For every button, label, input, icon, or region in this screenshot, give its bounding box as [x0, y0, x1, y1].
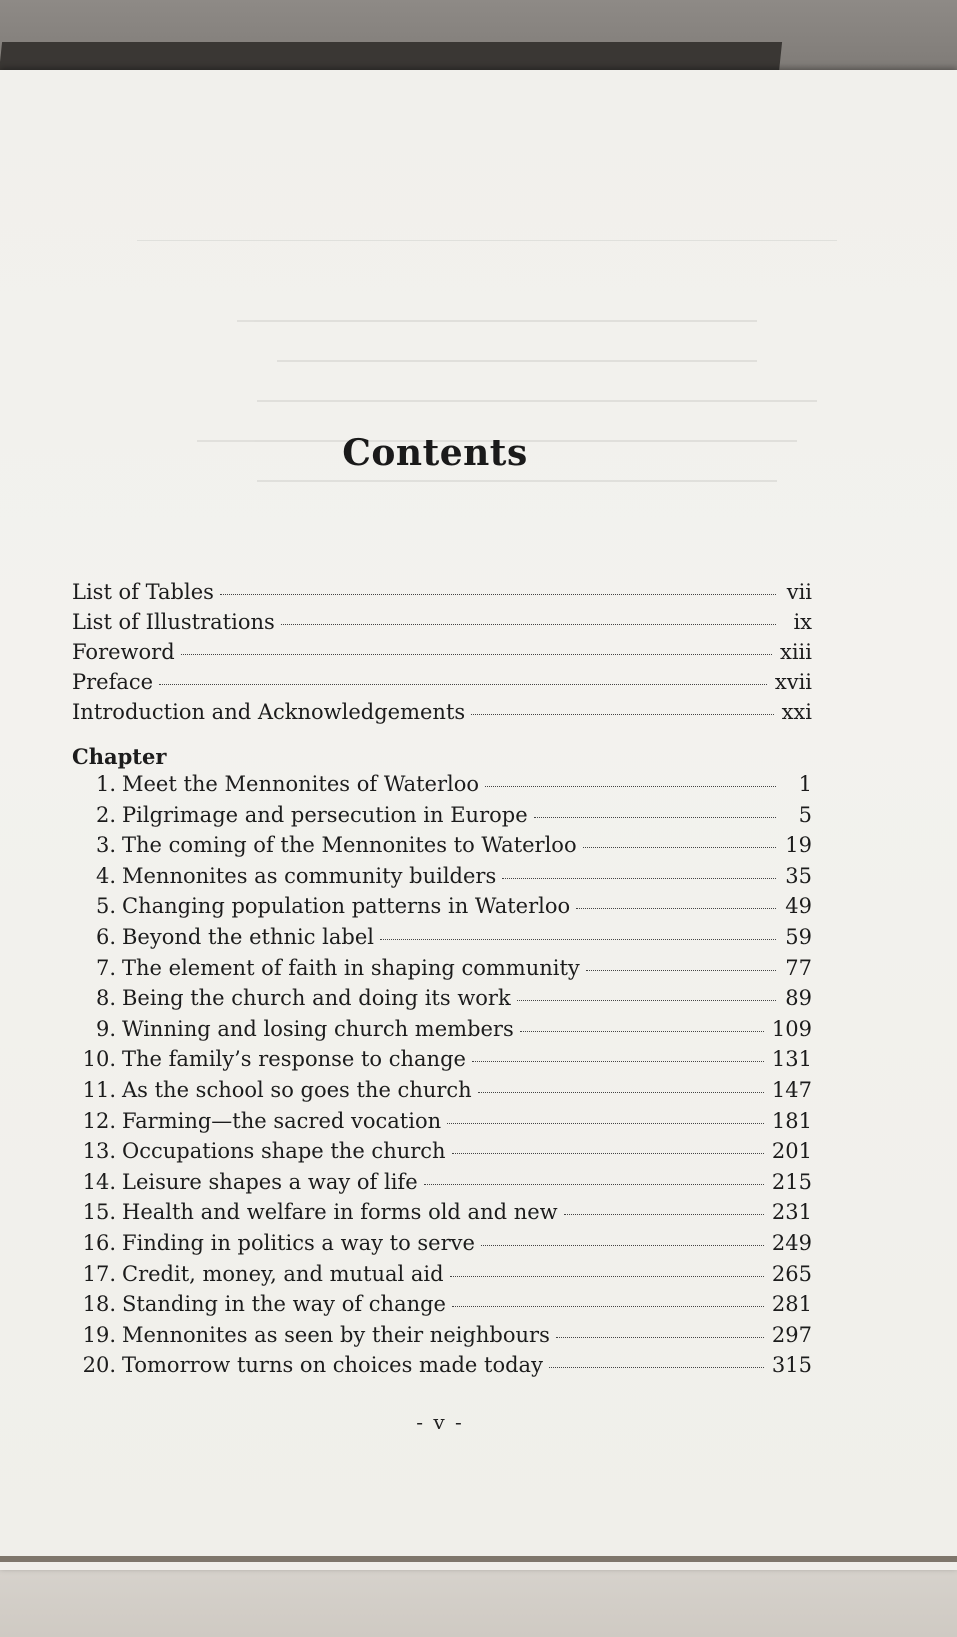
chapter-entry [72, 1170, 812, 1201]
chapter-number: 5. [95, 894, 116, 919]
page-edge [0, 1556, 957, 1562]
table-of-contents [72, 580, 812, 1384]
chapter-entry [72, 1353, 812, 1384]
toc-entry-preface [72, 670, 812, 700]
chapter-number: 9. [95, 1016, 116, 1041]
chapter-number: 1. [95, 772, 116, 796]
dot-leader [517, 1000, 776, 1001]
dot-leader [281, 624, 776, 625]
dot-leader [452, 1153, 764, 1154]
chapter-entry [72, 1109, 812, 1140]
dot-leader [424, 1184, 764, 1185]
chapter-number: 13. [82, 1139, 116, 1164]
book-page [0, 70, 957, 1570]
chapter-page: 315 [771, 1353, 812, 1378]
chapter-entry [72, 1078, 812, 1109]
chapter-page: 5 [798, 802, 812, 827]
chapter-entry [72, 864, 812, 895]
chapter-title: Health and welfare in forms old and new [122, 1200, 558, 1225]
front-matter-list [72, 580, 812, 730]
chapter-page: 201 [771, 1139, 812, 1164]
chapter-page: 49 [785, 894, 812, 919]
chapter-page: 181 [771, 1108, 812, 1133]
chapter-entry [72, 1231, 812, 1262]
chapter-page: 281 [771, 1292, 812, 1317]
toc-entry-label: Foreword [72, 640, 175, 664]
toc-entry-foreword [72, 640, 812, 670]
toc-entry-list-of-illustrations [72, 610, 812, 640]
chapter-page: 297 [771, 1322, 812, 1347]
dot-leader [502, 878, 776, 879]
chapter-page: 19 [785, 833, 812, 858]
dot-leader [478, 1092, 764, 1093]
chapter-title: The family’s response to change [122, 1047, 466, 1072]
dot-leader [380, 939, 776, 940]
dot-leader [576, 908, 776, 909]
dot-leader [181, 654, 772, 655]
chapter-title: Meet the Mennonites of Waterloo [122, 772, 479, 796]
chapter-title: Farming—the sacred vocation [122, 1108, 442, 1133]
chapter-entry [72, 894, 812, 925]
chapter-title: Pilgrimage and persecution in Europe [122, 802, 528, 827]
chapter-title: Beyond the ethnic label [122, 924, 374, 949]
chapter-number: 17. [82, 1261, 116, 1286]
chapter-page: 89 [785, 986, 812, 1011]
chapter-entry [72, 1292, 812, 1323]
chapter-entry [72, 1017, 812, 1048]
chapter-entry [72, 956, 812, 987]
dot-leader [447, 1123, 764, 1124]
dot-leader [220, 594, 776, 595]
dot-leader [556, 1337, 764, 1338]
toc-entry-label: Introduction and Acknowledgements [72, 700, 466, 724]
chapter-number: 3. [95, 833, 116, 858]
toc-entry-page: xvii [774, 670, 812, 694]
chapter-title: As the school so goes the church [122, 1077, 472, 1102]
dot-leader [481, 1245, 764, 1246]
dot-leader [450, 1276, 764, 1277]
chapter-number: 7. [95, 955, 116, 980]
chapter-entry [72, 772, 812, 803]
chapter-entry [72, 803, 812, 834]
chapter-number: 12. [82, 1108, 116, 1133]
chapter-title: Finding in politics a way to serve [122, 1230, 475, 1255]
dot-leader [586, 970, 776, 971]
chapter-page: 77 [785, 955, 812, 980]
toc-entry-introduction [72, 700, 812, 730]
chapter-number: 2. [95, 802, 116, 827]
chapter-entry [72, 925, 812, 956]
chapter-number: 16. [82, 1230, 116, 1255]
chapter-page: 215 [771, 1169, 812, 1194]
toc-entry-page: xxi [781, 700, 812, 724]
chapter-entry [72, 1200, 812, 1231]
chapter-page: 109 [771, 1016, 812, 1041]
dot-leader [485, 786, 776, 787]
chapter-entry [72, 1262, 812, 1293]
chapter-number: 15. [82, 1200, 116, 1225]
chapter-list [72, 772, 812, 1384]
chapter-page: 131 [771, 1047, 812, 1072]
toc-entry-list-of-tables [72, 580, 812, 610]
chapter-page: 265 [771, 1261, 812, 1286]
toc-entry-label: List of Tables [72, 580, 214, 604]
chapter-page: 147 [771, 1077, 812, 1102]
dot-leader [520, 1031, 764, 1032]
chapter-title: Being the church and doing its work [122, 986, 511, 1011]
chapter-title: Credit, money, and mutual aid [122, 1261, 444, 1286]
chapter-number: 18. [82, 1292, 116, 1317]
dot-leader [549, 1367, 764, 1368]
chapter-title: Standing in the way of change [122, 1292, 446, 1317]
toc-entry-page: xiii [780, 640, 812, 664]
chapter-number: 4. [95, 863, 116, 888]
chapter-number: 6. [95, 924, 116, 949]
chapter-title: The coming of the Mennonites to Waterloo [122, 833, 577, 858]
chapter-number: 8. [95, 986, 116, 1011]
toc-entry-label: Preface [72, 670, 154, 694]
toc-entry-page: vii [786, 580, 812, 604]
chapter-page: 249 [771, 1230, 812, 1255]
toc-entry-label: List of Illustrations [72, 610, 275, 634]
chapter-title: Leisure shapes a way of life [122, 1169, 418, 1194]
page-title: Contents [342, 432, 528, 474]
chapter-title: Occupations shape the church [122, 1139, 446, 1164]
dot-leader [472, 1061, 764, 1062]
chapter-entry [72, 833, 812, 864]
chapter-entry [72, 1047, 812, 1078]
chapter-heading: Chapter [72, 744, 167, 769]
dot-leader [452, 1306, 764, 1307]
chapter-number: 19. [82, 1322, 116, 1347]
chapter-number: 11. [82, 1077, 116, 1102]
chapter-entry [72, 1139, 812, 1170]
chapter-page: 35 [785, 863, 812, 888]
chapter-number: 20. [82, 1353, 116, 1378]
chapter-page: 1 [798, 772, 812, 796]
chapter-page: 231 [771, 1200, 812, 1225]
chapter-title: Mennonites as community builders [122, 863, 497, 888]
chapter-number: 14. [82, 1169, 116, 1194]
chapter-title: The element of faith in shaping community [122, 955, 580, 980]
toc-entry-page: ix [793, 610, 812, 634]
dot-leader [564, 1214, 764, 1215]
page-number-footer: - v - [416, 1410, 464, 1434]
dot-leader [471, 714, 773, 715]
dot-leader [534, 817, 776, 818]
chapter-entry [72, 986, 812, 1017]
chapter-page: 59 [785, 924, 812, 949]
chapter-title: Winning and losing church members [122, 1016, 514, 1041]
chapter-entry [72, 1323, 812, 1354]
dot-leader [583, 847, 776, 848]
chapter-title: Mennonites as seen by their neighbours [122, 1322, 550, 1347]
chapter-number: 10. [82, 1047, 116, 1072]
dot-leader [159, 684, 767, 685]
chapter-title: Tomorrow turns on choices made today [122, 1353, 543, 1378]
chapter-title: Changing population patterns in Waterloo [122, 894, 571, 919]
